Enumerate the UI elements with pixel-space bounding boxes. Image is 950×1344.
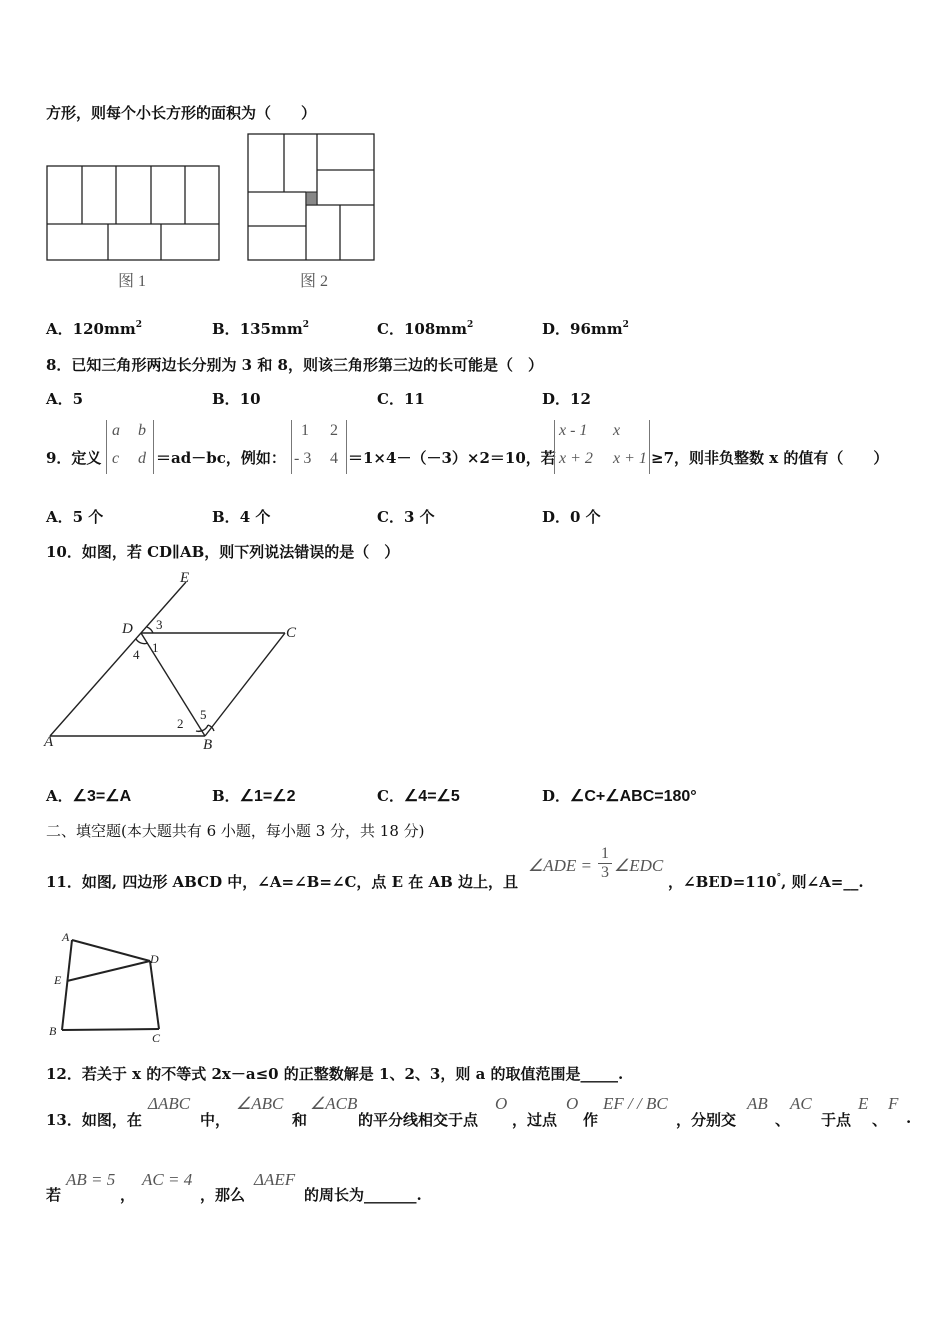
q10-option-c[interactable]: C．∠4=∠5 (377, 787, 460, 805)
fig2-caption: 图 2 (300, 273, 329, 290)
q13-l2-tail: 的周长为_______. (304, 1186, 422, 1204)
q13-p10: 、 (872, 1111, 888, 1129)
label-a: A (44, 734, 54, 750)
q13-p4: 的平分线相交于点 (358, 1111, 479, 1129)
q13-p6: 作 (583, 1111, 599, 1129)
q13-m4: O (495, 1094, 508, 1113)
q13-m10: F (888, 1094, 899, 1113)
q11-prefix: 11．如图, 四边形 ABCD 中，∠A=∠B=∠C，点 E 在 AB 边上，且 (46, 873, 519, 891)
label-d: D (150, 952, 159, 966)
q13-l2-m3: ΔAEF (254, 1170, 296, 1189)
q11-lhs: ∠ADE = (528, 856, 593, 875)
q13-p9: 于点 (821, 1111, 852, 1129)
angle-5-label: 5 (200, 707, 207, 722)
q13-m1: ΔABC (148, 1094, 191, 1113)
label-b: B (49, 1024, 57, 1038)
q9-suffix: ≥7，则非负整数 x 的值有（ ） (651, 449, 889, 467)
q7-option-c[interactable]: C．$108mm^2$ (377, 320, 474, 338)
q7-option-d[interactable]: D．$96mm^2$ (542, 320, 629, 338)
q7-stem-tail: 方形，则每个小长方形的面积为（ ） (46, 104, 317, 122)
q13-p3: 和 (292, 1111, 308, 1129)
q13-m9: E (858, 1094, 869, 1113)
q13-p7: ，分别交 (676, 1111, 737, 1129)
q9-option-a[interactable]: A．5 个 (46, 508, 104, 526)
q9-option-b[interactable]: B．4 个 (212, 508, 271, 526)
q9-definition-eq: ＝ad－bc，例如： (156, 449, 286, 467)
q13-l2-p3: ，那么 (200, 1186, 246, 1204)
label-d: D (122, 621, 133, 637)
q9-example-eq: ＝1×4－（－3）×2＝10，若 (348, 449, 556, 467)
q13-p1: 13．如图，在 (46, 1111, 142, 1129)
angle-3-label: 3 (156, 617, 163, 632)
q13-p11: . (906, 1109, 912, 1127)
label-e: E (180, 570, 190, 586)
q13-m5: O (566, 1094, 579, 1113)
label-c: C (152, 1031, 161, 1045)
q11-rhs: ∠EDC (614, 856, 664, 875)
q13-l2-p2: ， (120, 1186, 136, 1204)
q13-m8: AC (790, 1094, 812, 1113)
q10-stem: 10．如图，若 CD∥AB，则下列说法错误的是（ ） (46, 543, 400, 561)
q8-stem: 8．已知三角形两边长分别为 3 和 8，则该三角形第三边的长可能是（ ） (46, 356, 543, 374)
q8-option-b[interactable]: B．10 (212, 390, 261, 408)
q8-option-c[interactable]: C．11 (377, 390, 425, 408)
q10-option-d[interactable]: D．∠C+∠ABC=180° (542, 787, 697, 805)
q13-p2: 中， (200, 1111, 231, 1129)
label-b: B (203, 737, 213, 753)
q9-prefix: 9．定义 (46, 449, 102, 467)
q10-option-b[interactable]: B．∠1=∠2 (212, 787, 296, 805)
section-2-heading: 二、填空题(本大题共有 6 小题，每小题 3 分，共 18 分) (46, 822, 425, 840)
q9-option-c[interactable]: C．3 个 (377, 508, 435, 526)
q11-fraction: $\frac{1}{3}$ (598, 845, 612, 882)
angle-1-label: 1 (152, 640, 159, 655)
q12-stem: 12．若关于 x 的不等式 2x－a≤0 的正整数解是 1、2、3，则 a 的取值范围是_____. (46, 1065, 624, 1083)
q13-l2-m1: AB = 5 (66, 1170, 116, 1189)
q13-m6: EF / / BC (603, 1094, 668, 1113)
q7-figure-1 (40, 160, 230, 295)
q7-figure-2 (242, 128, 382, 295)
label-e: E (54, 973, 62, 987)
q11-suffix: ，∠BED=110°, 则∠A=__. (668, 873, 864, 891)
q13-m2: ∠ABC (236, 1094, 284, 1113)
angle-2-label: 2 (177, 716, 184, 731)
q13-l2-m2: AC = 4 (142, 1170, 193, 1189)
q13-m7: AB (747, 1094, 768, 1113)
q13-m3: ∠ACB (310, 1094, 358, 1113)
label-a: A (62, 930, 70, 944)
label-c: C (286, 625, 297, 641)
q10-option-a[interactable]: A．∠3=∠A (46, 787, 132, 805)
q13-p5: ，过点 (512, 1111, 558, 1129)
q8-option-d[interactable]: D．12 (542, 390, 591, 408)
q9-option-d[interactable]: D．0 个 (542, 508, 601, 526)
q8-option-a[interactable]: A．5 (46, 390, 84, 408)
q9-example-determinant: 1 2 - 3 4 (291, 420, 347, 474)
q7-option-a[interactable]: A．$120mm^2$ (46, 320, 142, 338)
q9-condition-determinant: x - 1 x x + 2 x + 1 (554, 420, 650, 474)
q9-definition-determinant: a b c d (106, 420, 154, 474)
q10-figure (40, 565, 310, 755)
q13-p8: 、 (775, 1111, 791, 1129)
q11-figure (44, 928, 174, 1048)
fig1-caption: 图 1 (118, 273, 147, 290)
q7-option-b[interactable]: B．$135mm^2$ (212, 320, 310, 338)
angle-4-label: 4 (133, 647, 140, 662)
q13-l2-p1: 若 (46, 1186, 62, 1204)
